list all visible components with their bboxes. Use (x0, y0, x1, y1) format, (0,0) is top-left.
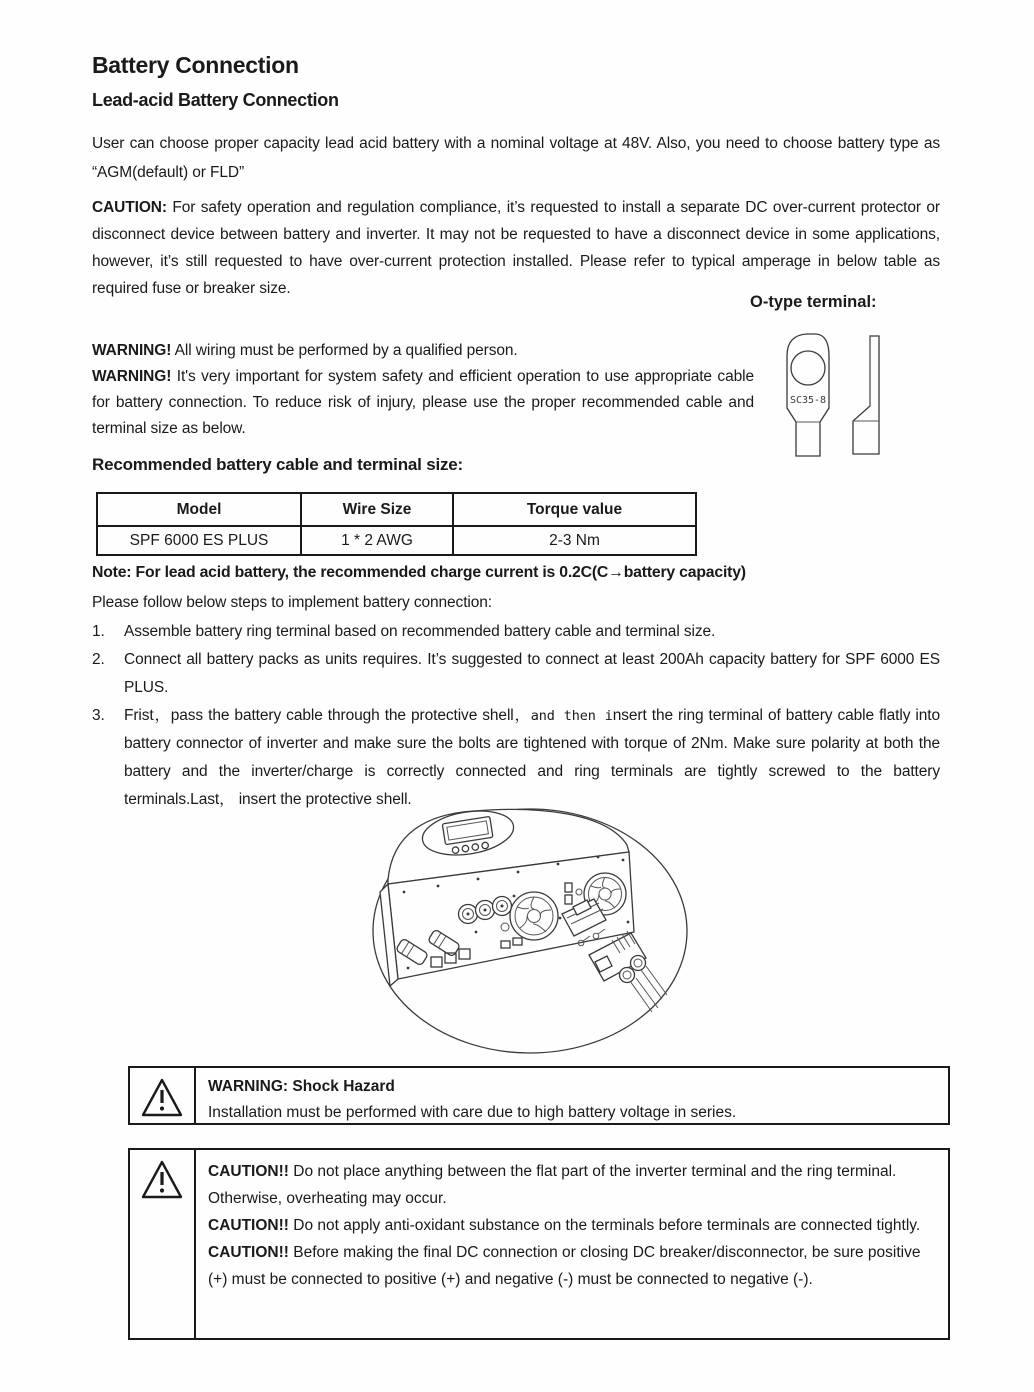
recommended-size-heading: Recommended battery cable and terminal size: (92, 455, 463, 474)
table-row (97, 526, 696, 555)
caution2-text: Do not apply anti-oxidant substance on the terminals before terminals are connected tightly. (288, 1217, 921, 1234)
warning-triangle-icon (140, 1077, 184, 1119)
warning-paragraphs (92, 338, 754, 442)
caution-paragraph (92, 194, 940, 302)
inverter-connection-diagram-icon (368, 800, 698, 1060)
warning2-text: It's very important for system safety and efficient operation to use appropriate cable for battery connection. To reduce risk of injury, please use the proper recommended cable and terminal size as below. (92, 368, 754, 437)
warning-box-body: Installation must be performed with care due to high battery voltage in series. (208, 1104, 737, 1121)
warning-box-icon-cell (130, 1068, 196, 1123)
list-item (92, 618, 940, 646)
cell-torque: 2-3 Nm (453, 526, 696, 555)
caution-label: CAUTION: (92, 199, 167, 216)
warning-line-1 (92, 338, 754, 364)
warning1-label: WARNING! (92, 342, 172, 359)
warning-box (128, 1066, 950, 1125)
caution-item (208, 1239, 934, 1293)
step1-text: Assemble battery ring terminal based on recommended battery cable and terminal size. (124, 623, 716, 640)
warning2-label: WARNING! (92, 368, 172, 385)
step1-number: 1. (92, 623, 105, 640)
warning-box-title: WARNING: Shock Hazard (208, 1078, 395, 1095)
ring-terminal-icon (780, 326, 920, 464)
table-header-row (97, 493, 696, 526)
inverter-figure (368, 800, 698, 1065)
step3-text-mono: and then i (530, 708, 613, 724)
terminal-model-label: SC35-8 (789, 395, 827, 406)
caution2-label: CAUTION!! (208, 1217, 289, 1234)
caution3-label: CAUTION!! (208, 1244, 289, 1261)
caution-box-icon-cell (130, 1150, 196, 1338)
warning1-text: All wiring must be performed by a qualified person. (171, 342, 518, 359)
intro-paragraph: User can choose proper capacity lead acid battery with a nominal voltage at 48V. Also, you need to choose battery type as “AGM(default) or FLD” (92, 135, 940, 181)
cell-wire: 1 * 2 AWG (301, 526, 453, 555)
caution-text: For safety operation and regulation compliance, it’s requested to install a separate DC over-current protector or disconnect device between battery and inverter. It may not be requested to have a disconnect device in some applications, however, it’s still requested to have over-current protection installed. Please refer to typical amperage in below table as required fuse or breaker size. (92, 199, 940, 297)
col-header-wire: Wire Size (301, 493, 453, 526)
warning-line-2 (92, 364, 754, 442)
note-line: Note: For lead acid battery, the recommended charge current is 0.2C(C→battery capacity) (92, 564, 746, 581)
caution1-text: Do not place anything between the flat part of the inverter terminal and the ring terminal. Otherwise, overheating may occur. (208, 1163, 897, 1207)
step3-text-pre: Frist，pass the battery cable through the protective shell， (124, 707, 531, 724)
warning-box-text (196, 1068, 948, 1123)
steps-intro: Please follow below steps to implement battery connection: (92, 594, 493, 611)
caution-item (208, 1158, 934, 1212)
list-item (92, 702, 940, 814)
oterminal-figure (780, 326, 920, 469)
warning-triangle-icon (140, 1159, 184, 1201)
col-header-torque: Torque value (453, 493, 696, 526)
step3-number: 3. (92, 707, 105, 724)
step3-text (124, 702, 940, 814)
cell-model: SPF 6000 ES PLUS (97, 526, 301, 555)
oterminal-heading: O-type terminal: (750, 293, 877, 311)
caution1-label: CAUTION!! (208, 1163, 289, 1180)
cable-spec-table (96, 492, 697, 556)
col-header-model: Model (97, 493, 301, 526)
caution-box-text (196, 1150, 948, 1338)
section-subtitle: Lead-acid Battery Connection (92, 90, 339, 110)
step2-number: 2. (92, 651, 105, 668)
page-title: Battery Connection (92, 52, 299, 78)
step3-text-post: nsert the ring terminal of battery cable flatly into battery connector of inverter and make sure the bolts are tightened with torque of 2Nm. Make sure polarity at both the battery and the inverter/charge is correctly connected and ring terminals are tightly screwed to the battery terminals.Last， insert the protective shell. (124, 707, 940, 808)
caution-item (208, 1212, 934, 1239)
caution-box (128, 1148, 950, 1340)
steps-list (92, 618, 940, 814)
caution3-text: Before making the final DC connection or closing DC breaker/disconnector, be sure positive (+) must be connected to positive (+) and negative (-) must be connected to negative (-). (208, 1244, 921, 1288)
step2-text: Connect all battery packs as units requires. It’s suggested to connect at least 200Ah capacity battery for SPF 6000 ES PLUS. (124, 651, 940, 696)
list-item (92, 646, 940, 702)
